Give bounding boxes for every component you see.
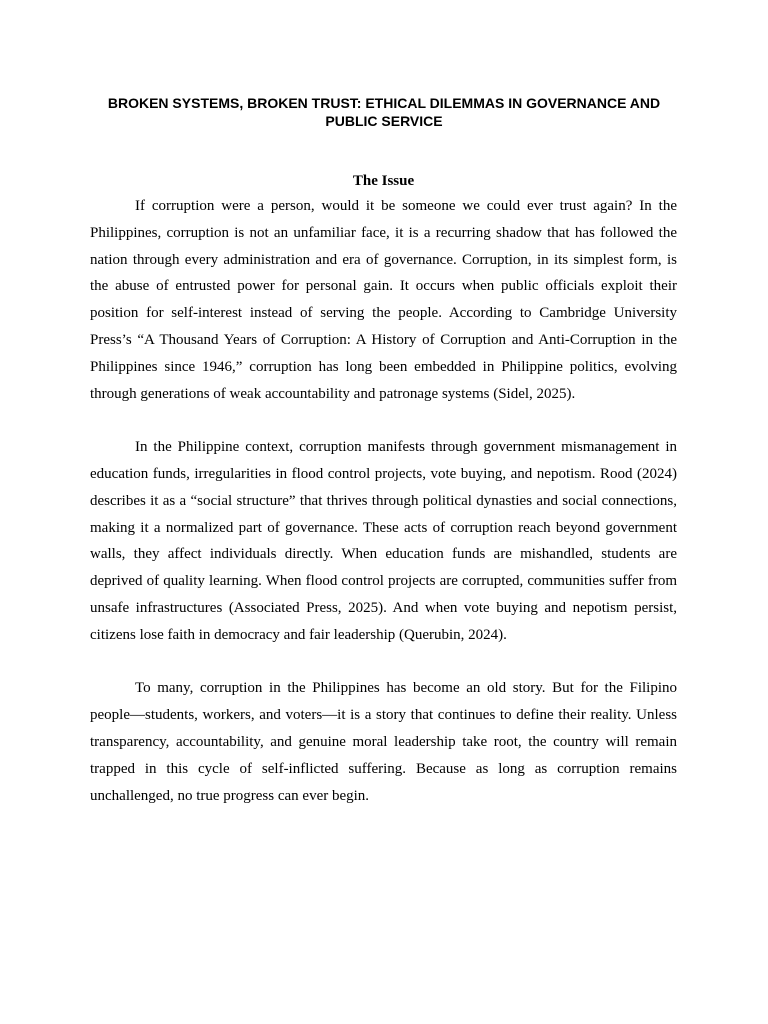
paragraph-3: To many, corruption in the Philippines has become an old story. But for the Filipino people—students, workers, and voters—it is a story that continues to define their reality. Unless transparency, accountability, and genuine moral leadership take root, the country will remain trapped in this cycle of self-inflicted suffering. Because as long as corruption remains unchallenged, no true progress can ever begin. xyxy=(90,680,677,804)
paragraph-1: If corruption were a person, would it be someone we could ever trust again? In the Philippines, corruption is not an unfamiliar face, it is a recurring shadow that has followed the nation through every administration and era of governance. Corruption, in its simplest form, is the abuse of entrusted power for personal gain. It occurs when public officials exploit their position for self-interest instead of serving the people. According to Cambridge University Press’s “A Thousand Years of Corruption: A History of Corruption and Anti-Corruption in the Philippines since 1946,” corruption has long been embedded in Philippine politics, evolving through generations of weak accountability and patronage systems (Sidel, 2025). xyxy=(90,198,677,402)
paragraph-2: In the Philippine context, corruption manifests through government mismanagement in education funds, irregularities in flood control projects, vote buying, and nepotism. Rood (2024) describes it as a “social structure” that thrives through political dynasties and social connections, making it a normalized part of governance. These acts of corruption reach beyond government walls, they affect individuals directly. When education funds are mishandled, students are deprived of quality learning. When flood control projects are corrupted, communities suffer from unsafe infrastructures (Associated Press, 2025). And when vote buying and nepotism persist, citizens lose faith in democracy and fair leadership (Querubin, 2024). xyxy=(90,439,677,643)
document-title: BROKEN SYSTEMS, BROKEN TRUST: ETHICAL DILEMMAS IN GOVERNANCE AND PUBLIC SERVICE xyxy=(107,95,661,129)
section-heading: The Issue xyxy=(352,173,415,189)
document-body xyxy=(90,170,677,809)
